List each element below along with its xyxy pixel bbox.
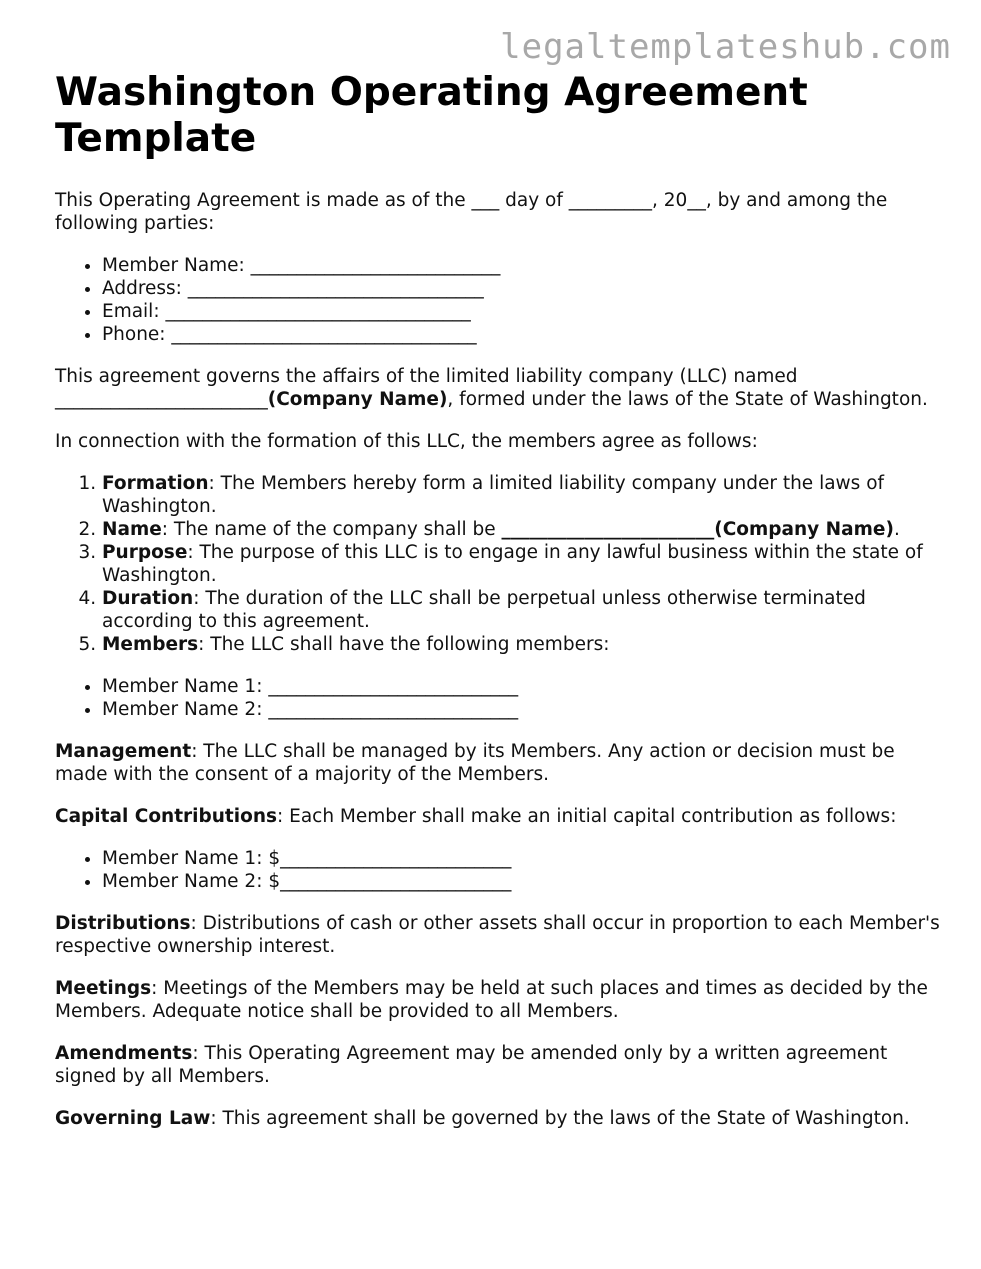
term-purpose	[102, 541, 940, 587]
list-item: • Member Name 2: ___________________________	[102, 698, 940, 721]
page-title: Washington Operating Agreement Template	[55, 70, 808, 161]
capital-paragraph	[55, 805, 940, 828]
terms-list	[55, 472, 940, 656]
list-item: • Address: ________________________________	[102, 277, 940, 300]
term-label: Purpose	[102, 542, 188, 563]
list-item: • Member Name 1: ___________________________	[102, 675, 940, 698]
term-label: Formation	[102, 473, 209, 494]
section-label: Meetings	[55, 978, 152, 999]
list-item: • Member Name 1: $_________________________	[102, 847, 940, 870]
governs-text: This agreement governs the affairs of the limited liability company (LLC) named _______________________	[55, 366, 798, 410]
section-text: : Each Member shall make an initial capital contribution as follows:	[277, 806, 897, 827]
term-label: Members	[102, 634, 199, 655]
section-text: : This Operating Agreement may be amended only by a written agreement signed by all Members.	[55, 1043, 888, 1087]
amendments-paragraph	[55, 1042, 940, 1088]
intro-paragraph: This Operating Agreement is made as of the ___ day of _________, 20__, by and among the following parties:	[55, 190, 888, 234]
management-paragraph	[55, 740, 940, 786]
term-text: : The Members hereby form a limited liability company under the laws of Washington.	[102, 473, 885, 517]
term-formation	[102, 472, 940, 518]
section-text: : This agreement shall be governed by the laws of the State of Washington.	[210, 1108, 910, 1129]
term-members	[102, 633, 940, 656]
members-list	[55, 675, 940, 721]
term-label: Name	[102, 519, 162, 540]
section-text: : The LLC shall be managed by its Members. Any action or decision must be made with the consent of a majority of the Members.	[55, 741, 895, 785]
term-text: : The purpose of this LLC is to engage in any lawful business within the state of Washington.	[102, 542, 923, 586]
governs-text-end: , formed under the laws of the State of Washington.	[447, 389, 928, 410]
section-label: Capital Contributions	[55, 806, 278, 827]
section-text: : Meetings of the Members may be held at such places and times as decided by the Members. Adequate notice shall be provided to all Members.	[55, 978, 928, 1022]
watermark: legaltemplateshub.com	[500, 27, 951, 67]
term-text: : The LLC shall have the following members:	[198, 634, 610, 655]
term-label: Duration	[102, 588, 194, 609]
section-text: : Distributions of cash or other assets shall occur in proportion to each Member's respective ownership interest.	[55, 913, 940, 957]
company-name-label: (Company Name)	[267, 389, 448, 410]
section-label: Distributions	[55, 913, 191, 934]
section-label: Governing Law	[55, 1108, 211, 1129]
term-text: : The duration of the LLC shall be perpetual unless otherwise terminated according to this agreement.	[102, 588, 866, 632]
connection-paragraph: In connection with the formation of this LLC, the members agree as follows:	[55, 431, 758, 452]
distributions-paragraph	[55, 912, 940, 958]
list-item: • Phone: _________________________________	[102, 323, 940, 346]
document-page	[55, 70, 940, 1149]
list-item: • Member Name: ___________________________	[102, 254, 940, 277]
section-label: Amendments	[55, 1043, 193, 1064]
meetings-paragraph	[55, 977, 940, 1023]
list-item: • Member Name 2: $_________________________	[102, 870, 940, 893]
term-end: .	[893, 519, 900, 540]
term-duration	[102, 587, 940, 633]
term-name	[102, 518, 940, 541]
section-label: Management	[55, 741, 192, 762]
term-text: : The name of the company shall be	[161, 519, 502, 540]
term-bold-suffix: _______________________(Company Name)	[501, 519, 894, 540]
parties-list	[55, 254, 940, 346]
contributions-list	[55, 847, 940, 893]
governing-law-paragraph	[55, 1107, 940, 1130]
governs-paragraph	[55, 365, 940, 411]
list-item: • Email: _________________________________	[102, 300, 940, 323]
